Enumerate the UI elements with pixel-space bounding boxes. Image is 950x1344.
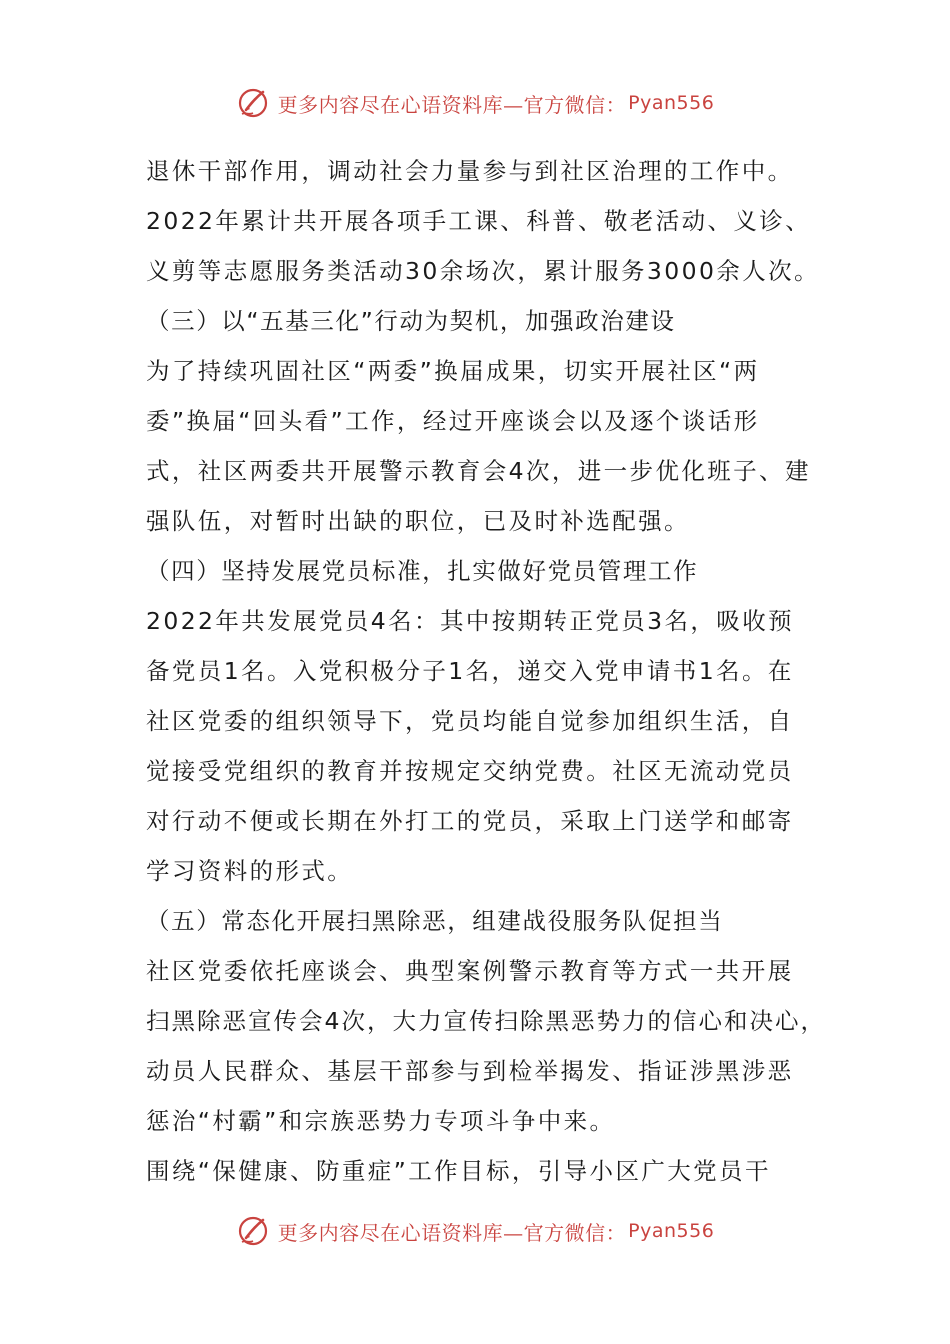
section-heading: （三）以“五基三化”行动为契机，加强政治建设 xyxy=(146,307,676,335)
body-line: 义剪等志愿服务类活动30余场次，累计服务3000余人次。 xyxy=(146,257,820,285)
section-heading: （五）常态化开展扫黑除恶，组建战役服务队促担当 xyxy=(146,907,724,935)
body-line: 2022年累计共开展各项手工课、科普、敬老活动、义诊、 xyxy=(146,207,812,235)
body-line: 为了持续巩固社区“两委”换届成果，切实开展社区“两 xyxy=(146,357,760,385)
pen-logo-icon xyxy=(236,85,272,121)
footer-watermark xyxy=(0,1211,950,1251)
watermark-wechat-id: Pyan556 xyxy=(628,92,715,114)
document-body xyxy=(146,146,826,1196)
body-line: 围绕“保健康、防重症”工作目标，引导小区广大党员干 xyxy=(146,1157,771,1185)
header-watermark xyxy=(0,83,950,123)
pen-logo-icon xyxy=(236,1213,272,1249)
body-line: 社区党委的组织领导下，党员均能自觉参加组织生活，自 xyxy=(146,707,794,735)
body-line: 动员人民群众、基层干部参与到检举揭发、指证涉黑涉恶 xyxy=(146,1057,794,1085)
watermark-text: 更多内容尽在心语资料库—官方微信： xyxy=(277,1220,627,1245)
watermark-wechat-id: Pyan556 xyxy=(628,1220,715,1242)
body-line: 备党员1名。入党积极分子1名，递交入党申请书1名。在 xyxy=(146,657,794,685)
body-line: 2022年共发展党员4名：其中按期转正党员3名，吸收预 xyxy=(146,607,795,635)
body-line: 强队伍，对暂时出缺的职位，已及时补选配强。 xyxy=(146,507,690,535)
body-line: 扫黑除恶宣传会4次，大力宣传扫除黑恶势力的信心和决心， xyxy=(146,1007,826,1035)
body-line: 觉接受党组织的教育并按规定交纳党费。社区无流动党员 xyxy=(146,757,794,785)
body-line: 惩治“村霸”和宗族恶势力专项斗争中来。 xyxy=(146,1107,616,1135)
body-line: 学习资料的形式。 xyxy=(146,857,354,885)
body-line: 对行动不便或长期在外打工的党员，采取上门送学和邮寄 xyxy=(146,807,794,835)
body-line: 委”换届“回头看”工作，经过开座谈会以及逐个谈话形 xyxy=(146,407,760,435)
body-line: 社区党委依托座谈会、典型案例警示教育等方式一共开展 xyxy=(146,957,794,985)
body-line: 式，社区两委共开展警示教育会4次，进一步优化班子、建 xyxy=(146,457,811,485)
body-line: 退休干部作用，调动社会力量参与到社区治理的工作中。 xyxy=(146,157,794,185)
watermark-text: 更多内容尽在心语资料库—官方微信： xyxy=(277,92,627,117)
section-heading: （四）坚持发展党员标准，扎实做好党员管理工作 xyxy=(146,557,699,585)
